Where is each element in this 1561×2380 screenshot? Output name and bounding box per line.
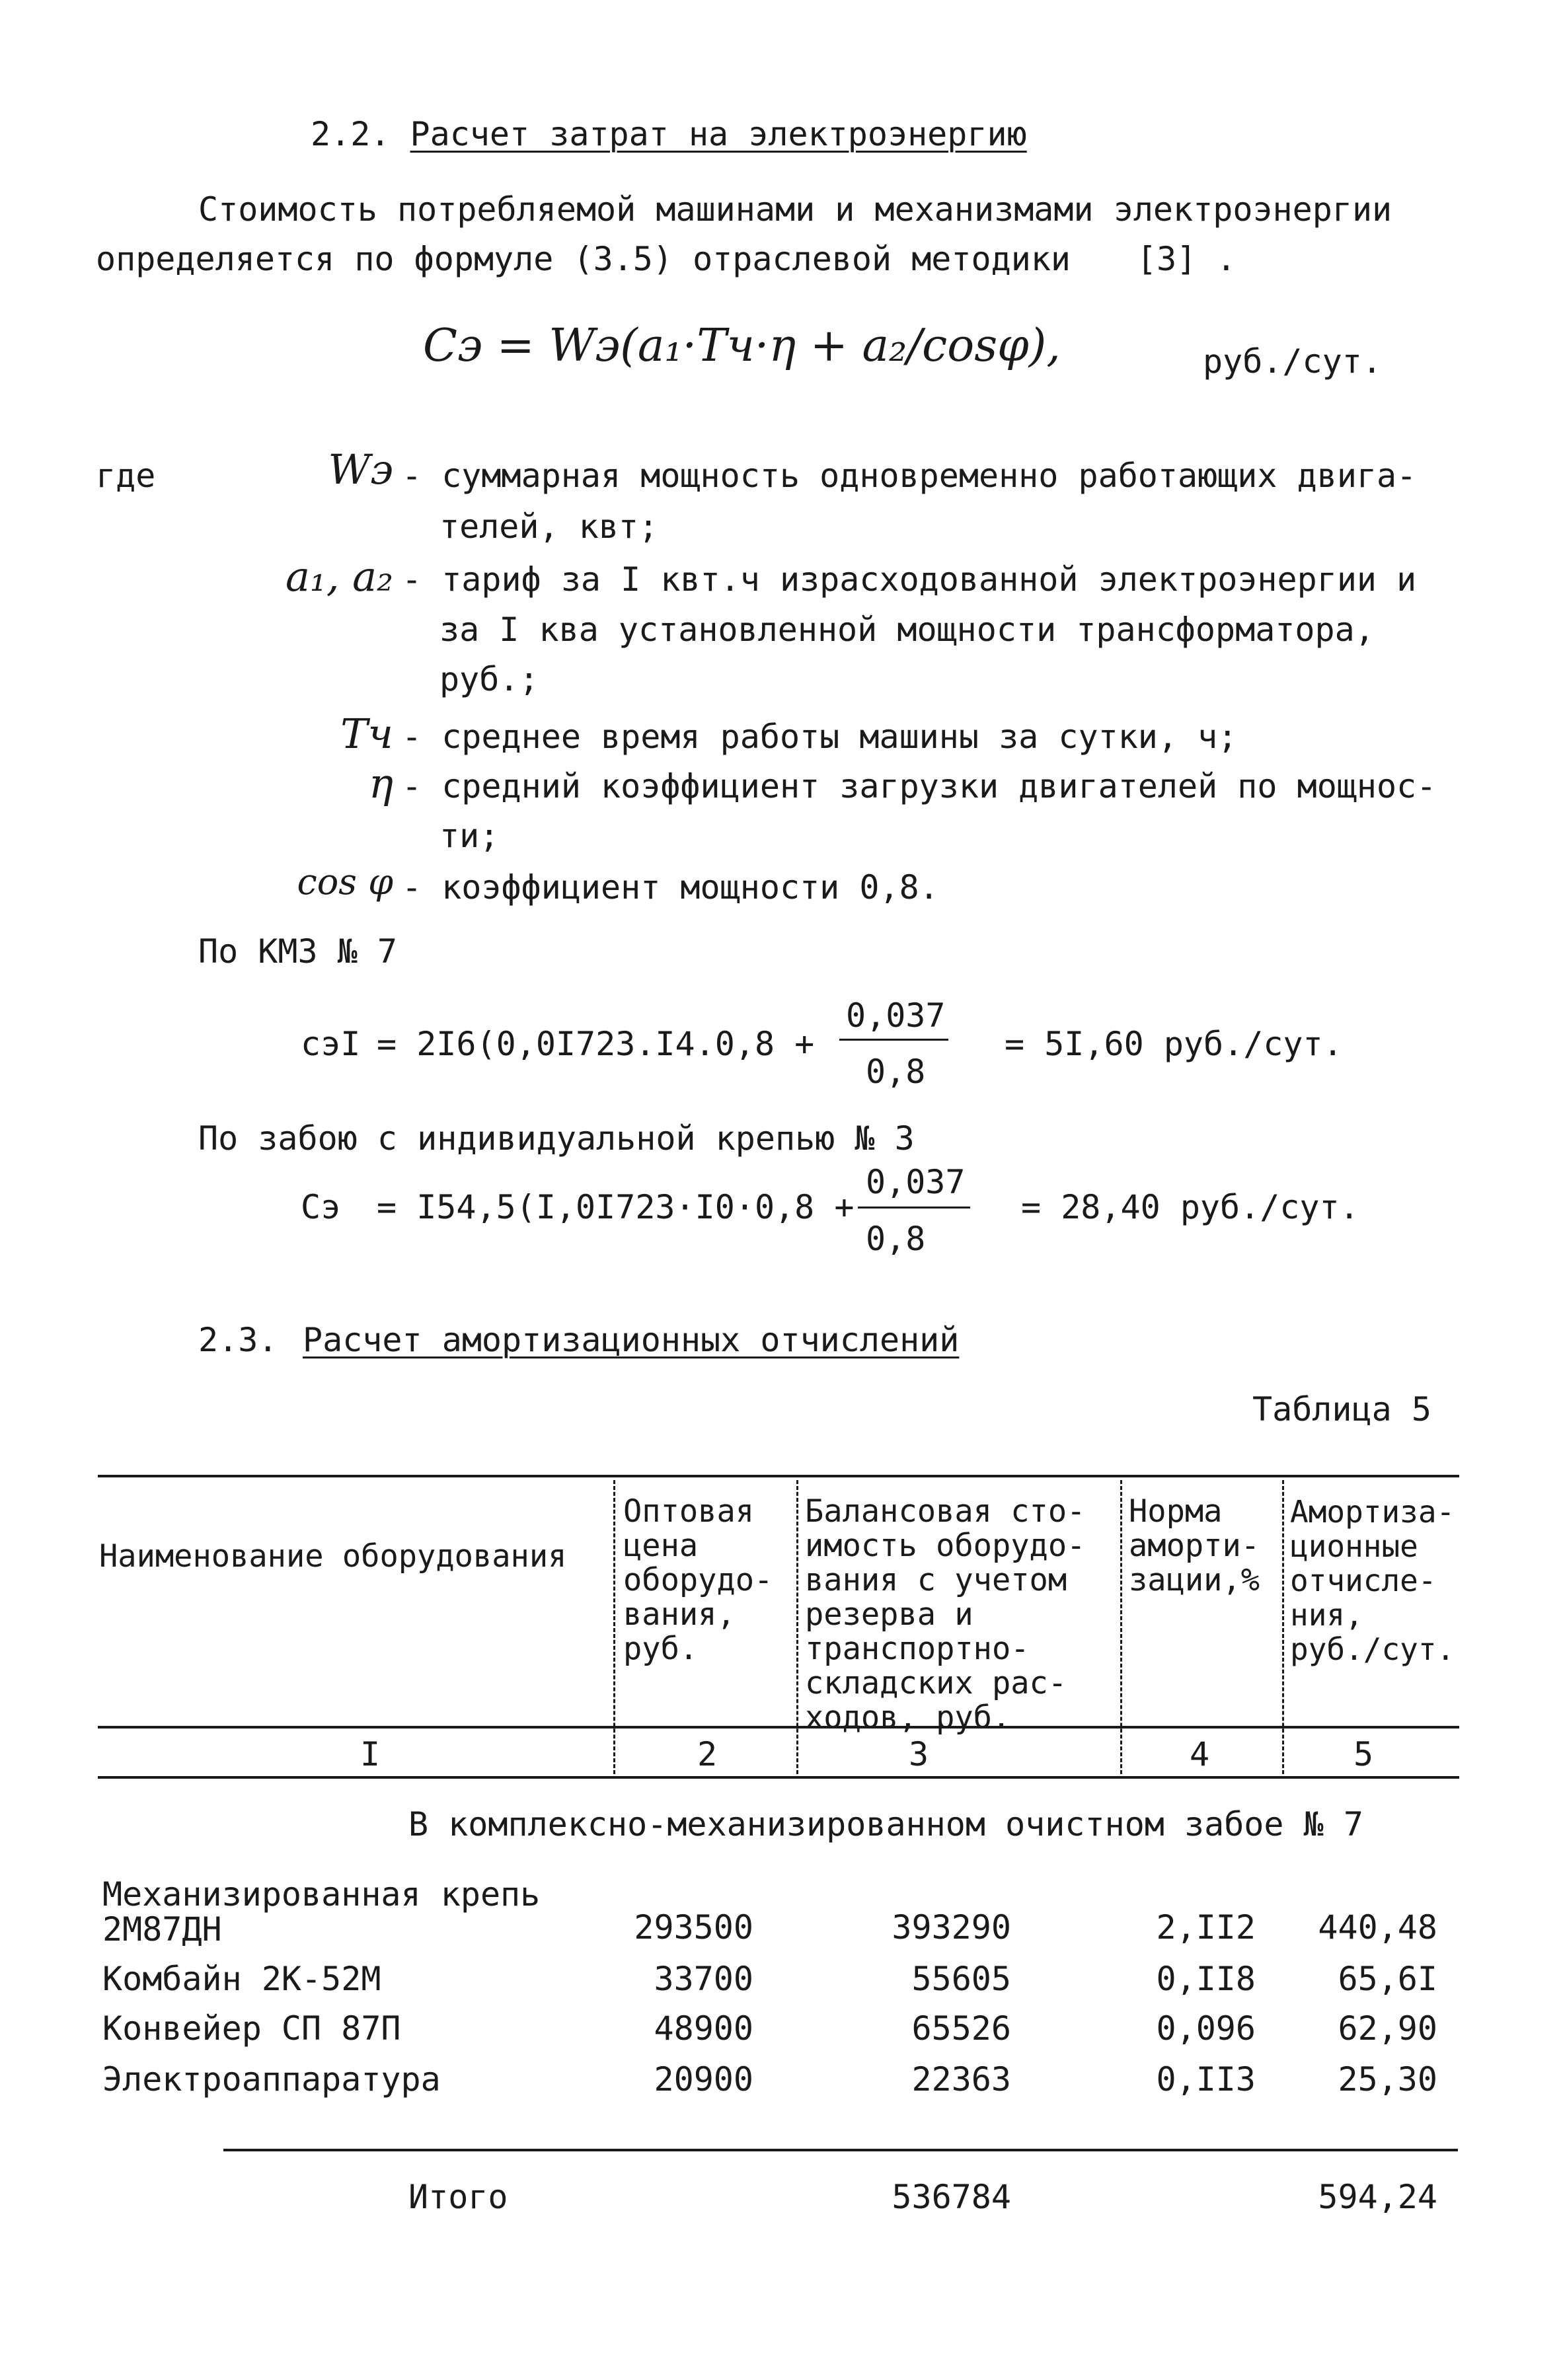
def-symbol-cos: cos φ [297, 861, 393, 903]
def-text: руб.; [439, 660, 539, 698]
main-formula: Cэ = Wэ(a₁·Tч·η + a₂/cosφ), [423, 320, 1061, 372]
row-norm: 2,II2 [1156, 1908, 1256, 1947]
case2-numerator: 0,037 [866, 1163, 966, 1201]
column-number: 5 [1353, 1735, 1374, 1773]
case1-denominator: 0,8 [866, 1053, 926, 1091]
def-text: - среднее время работы машины за сутки, ч; [402, 718, 1238, 756]
table-column-divider [1282, 1480, 1284, 1774]
row-name: Электроаппаратура [102, 2060, 441, 2099]
row-price: 293500 [634, 1908, 753, 1947]
section-title-text: 2.2. Расчет затрат на электроэнергию [311, 115, 1027, 153]
row-amort: 62,90 [1338, 2009, 1437, 2048]
case2-result: = 28,40 руб./сут. [1021, 1188, 1359, 1226]
row-balance: 65526 [911, 2009, 1011, 2048]
table-header-norm: Норма аморти- зации,% [1129, 1493, 1260, 1598]
case2-lhs: Cэ [301, 1188, 341, 1226]
def-text: - коэффициент мощности 0,8. [402, 868, 939, 907]
def-text: - средний коэффициент загрузки двигателей по мощнос- [402, 767, 1437, 805]
table-header-amort: Амортиза- ционные отчисле- ния, руб./сут. [1290, 1494, 1455, 1667]
table-group-title: В комплексно-механизированном очистном забое № 7 [408, 1805, 1363, 1843]
column-number: 2 [697, 1735, 718, 1773]
case1-numerator: 0,037 [846, 996, 946, 1035]
table-header-rule [98, 1726, 1459, 1729]
def-text: телей, квт; [439, 507, 659, 546]
row-name: Механизированная крепь [102, 1875, 541, 1914]
column-number: 4 [1190, 1735, 1210, 1773]
paragraph-line-2: определяется по формуле (3.5) отраслевой методики [96, 240, 1071, 278]
def-text: ти; [439, 817, 500, 855]
row-norm: 0,II3 [1156, 2060, 1256, 2099]
total-amort: 594,24 [1318, 2178, 1437, 2216]
row-balance: 55605 [911, 1960, 1011, 1998]
row-balance: 22363 [911, 2060, 1011, 2099]
case1-expression: = 2I6(0,0I723.I4.0,8 + [377, 1025, 815, 1063]
table-top-rule [98, 1475, 1459, 1477]
table-header-balance: Балансовая сто- имость оборудо- вания с учетом резерва и транспортно- складских рас- ходов, руб. [805, 1493, 1086, 1736]
formula-unit: руб./сут. [1203, 342, 1382, 381]
row-balance: 393290 [892, 1908, 1011, 1947]
section-title-2-2 [311, 115, 1027, 153]
case1-fraction-line [839, 1039, 948, 1041]
row-name-cont: 2М87ДН [102, 1910, 222, 1949]
case2-fraction-line [858, 1207, 970, 1209]
table-header-name: Наименование оборудования [99, 1538, 567, 1575]
def-text: за I ква установленной мощности трансформатора, [439, 611, 1375, 649]
section-title-2-3: Расчет амортизационных отчислений [303, 1321, 960, 1359]
row-amort: 25,30 [1338, 2060, 1437, 2099]
case2-expression: = I54,5(I,0I723·I0·0,8 + [377, 1188, 855, 1226]
def-symbol-a: a₁, a₂ [285, 552, 393, 601]
total-rule [223, 2149, 1458, 2151]
row-price: 33700 [654, 1960, 753, 1998]
table-label: Таблица 5 [1252, 1390, 1431, 1429]
row-price: 48900 [654, 2009, 753, 2048]
table-header-price: Оптовая цена оборудо- вания, руб. [623, 1493, 773, 1667]
case1-result: = 5I,60 руб./сут. [1005, 1025, 1343, 1063]
case1-title: По КМЗ № 7 [198, 932, 398, 971]
table-column-divider [1120, 1480, 1122, 1774]
table-column-divider [796, 1480, 798, 1774]
paragraph-line-1: Стоимость потребляемой машинами и механизмами электроэнергии [198, 190, 1392, 229]
row-name: Конвейер СП 87П [102, 2009, 401, 2048]
def-text: - тариф за I квт.ч израсходованной электроэнергии и [402, 560, 1417, 599]
row-amort: 440,48 [1318, 1908, 1437, 1947]
column-number: 3 [909, 1735, 929, 1773]
def-symbol-eta: η [368, 759, 393, 807]
section-title-2-3-num: 2.3. [198, 1321, 278, 1359]
column-number: I [360, 1735, 381, 1773]
case1-lhs: cэI [301, 1025, 361, 1063]
row-name: Комбайн 2К-52М [102, 1960, 381, 1998]
row-norm: 0,II8 [1156, 1960, 1256, 1998]
row-norm: 0,096 [1156, 2009, 1256, 2048]
case2-denominator: 0,8 [866, 1220, 926, 1258]
reference-bracket: [3] . [1137, 240, 1237, 278]
table-column-divider [613, 1480, 615, 1774]
def-symbol-t: Tч [340, 710, 393, 758]
def-symbol-w: Wэ [328, 445, 393, 494]
total-label: Итого [408, 2178, 508, 2216]
where-label: где [96, 457, 156, 495]
row-price: 20900 [654, 2060, 753, 2099]
case2-title: По забою с индивидуальной крепью № 3 [198, 1119, 915, 1158]
total-balance: 536784 [892, 2178, 1011, 2216]
def-text: - суммарная мощность одновременно работающих двига- [402, 457, 1417, 495]
table-numbers-rule [98, 1776, 1459, 1779]
row-amort: 65,6I [1338, 1960, 1437, 1998]
